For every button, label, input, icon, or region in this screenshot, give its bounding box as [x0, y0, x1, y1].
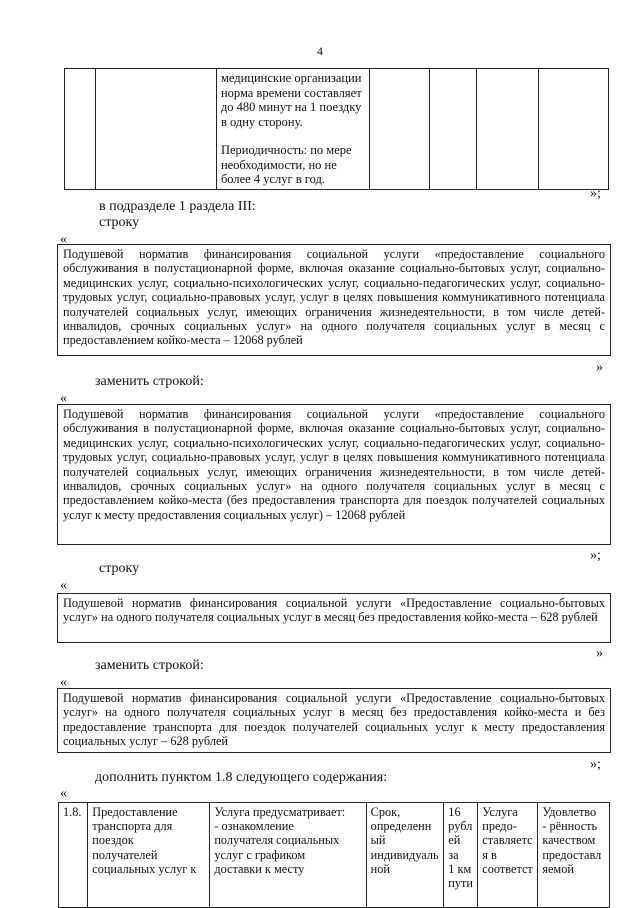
closing-quote: »;	[590, 548, 601, 563]
text-block-original-1: Подушевой норматив финансирования социальной услуги «предоставление социального обслуживания в полустационарной форме, включая оказание социально-бытовых услуг, социально-медицинских услуг, социально-психологических услуг, социально-педагогических услуг, социально-трудовых услуг, социально-правовых услуг, услуг в целях повышения коммуникативного потенциала получателей социальных услуг, имеющих ограничения жизнедеятельности, в том числе детей-инвалидов, срочных социальных услуг» на одного получателя социальных услуг в месяц с предоставлением койко-места – 12068 рублей	[57, 244, 611, 356]
new-item-table	[58, 802, 610, 908]
opening-quote: «	[60, 675, 67, 690]
table-cell	[369, 69, 429, 190]
opening-quote: «	[60, 578, 67, 593]
row-label: строку	[99, 561, 140, 576]
table-cell-quality: Удовлетво - рённость качеством предоставл яемой	[538, 803, 610, 908]
add-item-heading: дополнить пунктом 1.8 следующего содержания:	[95, 770, 388, 785]
table-cell-number: 1.8.	[59, 803, 88, 908]
replace-label: заменить строкой:	[95, 374, 204, 389]
section-reference: в подразделе 1 раздела III:	[99, 199, 256, 214]
text-block-replacement-2: Подушевой норматив финансирования социальной услуги «Предоставление социально-бытовых услуг» на одного получателя социальных услуг в месяц без предоставления койко-места и без предоставление транспорта для поездок получателей социальных услуг к месту предоставления социальных услуг – 628 рублей	[57, 688, 611, 753]
opening-quote: «	[60, 786, 67, 801]
text-line: норма времени составляет	[220, 85, 362, 100]
table-cell-tariff: 16 рубл ей за 1 км пути	[444, 803, 478, 908]
table-cell	[65, 69, 96, 190]
text-block-original-2: Подушевой норматив финансирования социальной услуги «Предоставление социально-бытовых услуг» на одного получателя социальных услуг в месяц без предоставления койко-места – 628 рублей	[57, 593, 611, 643]
closing-quote: »;	[590, 757, 601, 772]
table-cell-content: Услуга предусматривает: - ознакомление получателя социальных услуг с графиком доставки к месту	[210, 803, 366, 908]
text-line: до 480 минут на 1 поездку	[220, 100, 362, 114]
text-block-replacement-1: Подушевой норматив финансирования социальной услуги «предоставление социального обслуживания в полустационарной форме, включая оказание социально-бытовых услуг, социально-медицинских услуг, социально-психологических услуг, социально-педагогических услуг, социально-трудовых услуг, социально-правовых услуг, услуг в целях повышения коммуникативного потенциала получателей социальных услуг, имеющих ограничения жизнедеятельности, в том числе детей-инвалидов, срочных социальных услуг» на одного получателя социальных услуг в месяц с предоставлением койко-места (без предоставления транспорта для поездок получателей социальных услуг к месту предоставления социальных услуг) – 12068 рублей	[57, 404, 611, 545]
table-cell	[429, 69, 477, 190]
text-line: необходимости, но не	[220, 157, 337, 172]
page-number: 4	[317, 44, 323, 58]
table-cell-conditions: Услуга предо- ставляетс я в соответст	[478, 803, 538, 908]
top-table-fragment	[64, 68, 609, 190]
closing-quote: »	[596, 646, 603, 661]
text-line: медицинские организации	[220, 71, 362, 85]
table-cell-service: Предоставление транспорта для поездок получателей социальных услуг к	[88, 803, 210, 908]
table-cell	[96, 69, 217, 190]
text-line: более 4 услуг в год.	[220, 172, 325, 186]
table-cell-term: Срок, определенн ый индивидуаль ной	[366, 803, 444, 908]
opening-quote: «	[60, 232, 67, 247]
text-line: Периодичность: по мере	[220, 143, 352, 157]
table-cell-description	[216, 69, 369, 190]
closing-quote: »;	[590, 186, 601, 201]
row-label: строку	[99, 215, 140, 230]
replace-label: заменить строкой:	[95, 658, 204, 673]
closing-quote: »	[596, 360, 603, 375]
table-cell	[539, 69, 609, 190]
text-line: в одну сторону.	[220, 114, 303, 129]
table-cell	[477, 69, 539, 190]
opening-quote: «	[60, 391, 67, 406]
